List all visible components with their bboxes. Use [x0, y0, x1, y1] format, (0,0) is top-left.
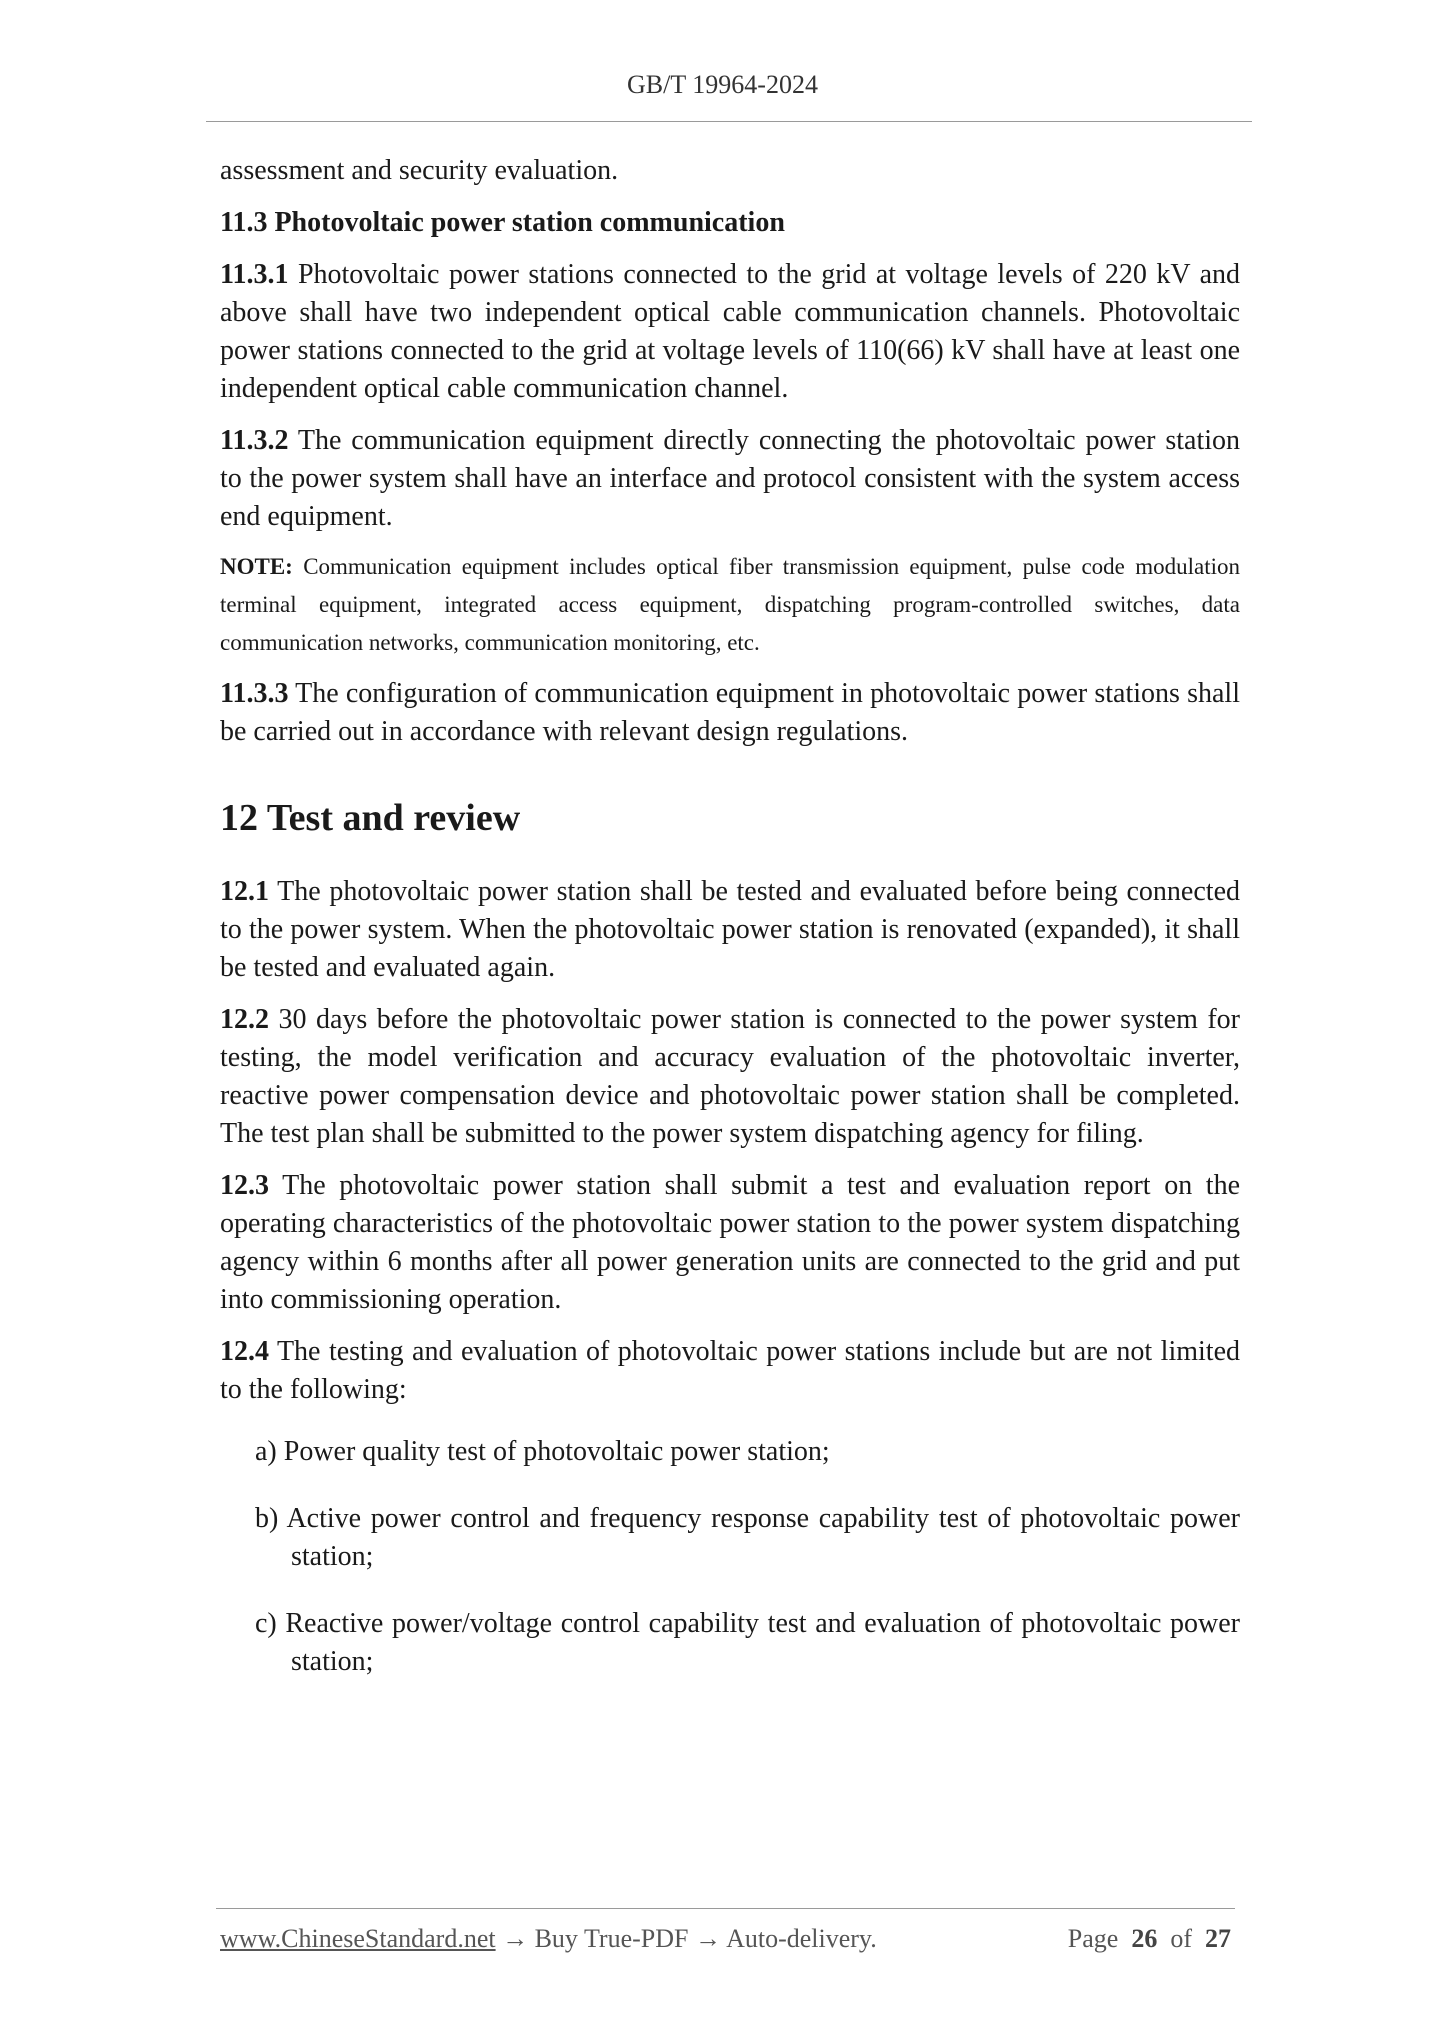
clause-text: The communication equipment directly connecting the photovoltaic power station to the power system shall have an interface and protocol consistent with the system access end equipment.	[220, 425, 1241, 532]
list-item-text: a) Power quality test of photovoltaic power station;	[255, 1436, 830, 1467]
clause-12-2	[220, 1001, 1240, 1153]
list-item-text: c) Reactive power/voltage control capability test and evaluation of photovoltaic power station;	[255, 1608, 1240, 1677]
of-label: of	[1170, 1924, 1192, 1953]
clause-12-4	[220, 1333, 1240, 1409]
footer-promo	[220, 1924, 877, 1954]
clause-text: The photovoltaic power station shall be tested and evaluated before being connected to the power system. When the photovoltaic power station is renovated (expanded), it shall be tested and evaluated again.	[220, 876, 1240, 983]
clause-text: The configuration of communication equipment in photovoltaic power stations shall be carried out in accordance with relevant design regulations.	[220, 678, 1240, 747]
page-indicator	[1068, 1924, 1231, 1954]
list-item-b	[220, 1500, 1240, 1576]
chapter-heading-12: 12 Test and review	[220, 797, 521, 839]
page-total: 27	[1205, 1924, 1231, 1953]
clause-12-1	[220, 873, 1240, 987]
page-label: Page	[1067, 1924, 1119, 1953]
site-link[interactable]: www.ChineseStandard.net	[220, 1924, 496, 1953]
clause-number: 11.3.2	[220, 425, 289, 456]
clause-number: 11.3.3	[220, 678, 289, 709]
clause-text: The photovoltaic power station shall submit a test and evaluation report on the operating characteristics of the photovoltaic power station to the power system dispatching agency within 6 months after all power generation units are connected to the grid and put into commissioning operation.	[220, 1170, 1240, 1315]
clause-12-3	[220, 1167, 1240, 1319]
arrow-icon: →	[695, 1924, 721, 1953]
clause-11-3-2	[220, 422, 1240, 536]
header-divider	[206, 121, 1252, 122]
footer-divider	[216, 1908, 1235, 1909]
paragraph-continuation: assessment and security evaluation.	[220, 155, 619, 186]
clause-11-3-3	[220, 675, 1240, 751]
clause-text: 30 days before the photovoltaic power station is connected to the power system for testing, the model verification and accuracy evaluation of the photovoltaic inverter, reactive power compensation device and photovoltaic power station shall be completed. The test plan shall be submitted to the power system dispatching agency for filing.	[220, 1004, 1241, 1149]
list-item-c	[220, 1605, 1240, 1681]
clause-text: The testing and evaluation of photovoltaic power stations include but are not limited to the following:	[220, 1336, 1240, 1405]
clause-number: 12.2	[220, 1004, 269, 1035]
clause-number: 11.3.1	[220, 259, 289, 290]
delivery-text: Auto-delivery.	[726, 1924, 877, 1953]
note-block	[220, 548, 1240, 662]
clause-11-3-1	[220, 256, 1240, 408]
list-item-text: b) Active power control and frequency response capability test of photovoltaic power station;	[255, 1503, 1240, 1572]
note-label: NOTE:	[220, 554, 293, 579]
list-item-a	[220, 1433, 1240, 1471]
page-number: 26	[1131, 1924, 1158, 1953]
note-text: Communication equipment includes optical fiber transmission equipment, pulse code modulation terminal equipment, integrated access equipment, dispatching program-controlled switches, data communication networks, communication monitoring, etc.	[220, 554, 1240, 655]
arrow-icon: →	[502, 1924, 529, 1953]
clause-text: Photovoltaic power stations connected to the grid at voltage levels of 220 kV and above shall have two independent optical cable communication channels. Photovoltaic power stations connected to the grid at voltage levels of 110(66) kV shall have at least one independent optical cable communication channel.	[220, 259, 1240, 404]
page-content	[220, 152, 1240, 1681]
clause-number: 12.1	[220, 876, 269, 907]
buy-text: Buy True-PDF	[534, 1924, 689, 1953]
clause-number: 12.4	[220, 1336, 269, 1367]
section-heading-11-3: 11.3 Photovoltaic power station communication	[220, 207, 785, 238]
clause-number: 12.3	[220, 1170, 269, 1201]
header-doc-id: GB/T 19964-2024	[627, 70, 818, 99]
